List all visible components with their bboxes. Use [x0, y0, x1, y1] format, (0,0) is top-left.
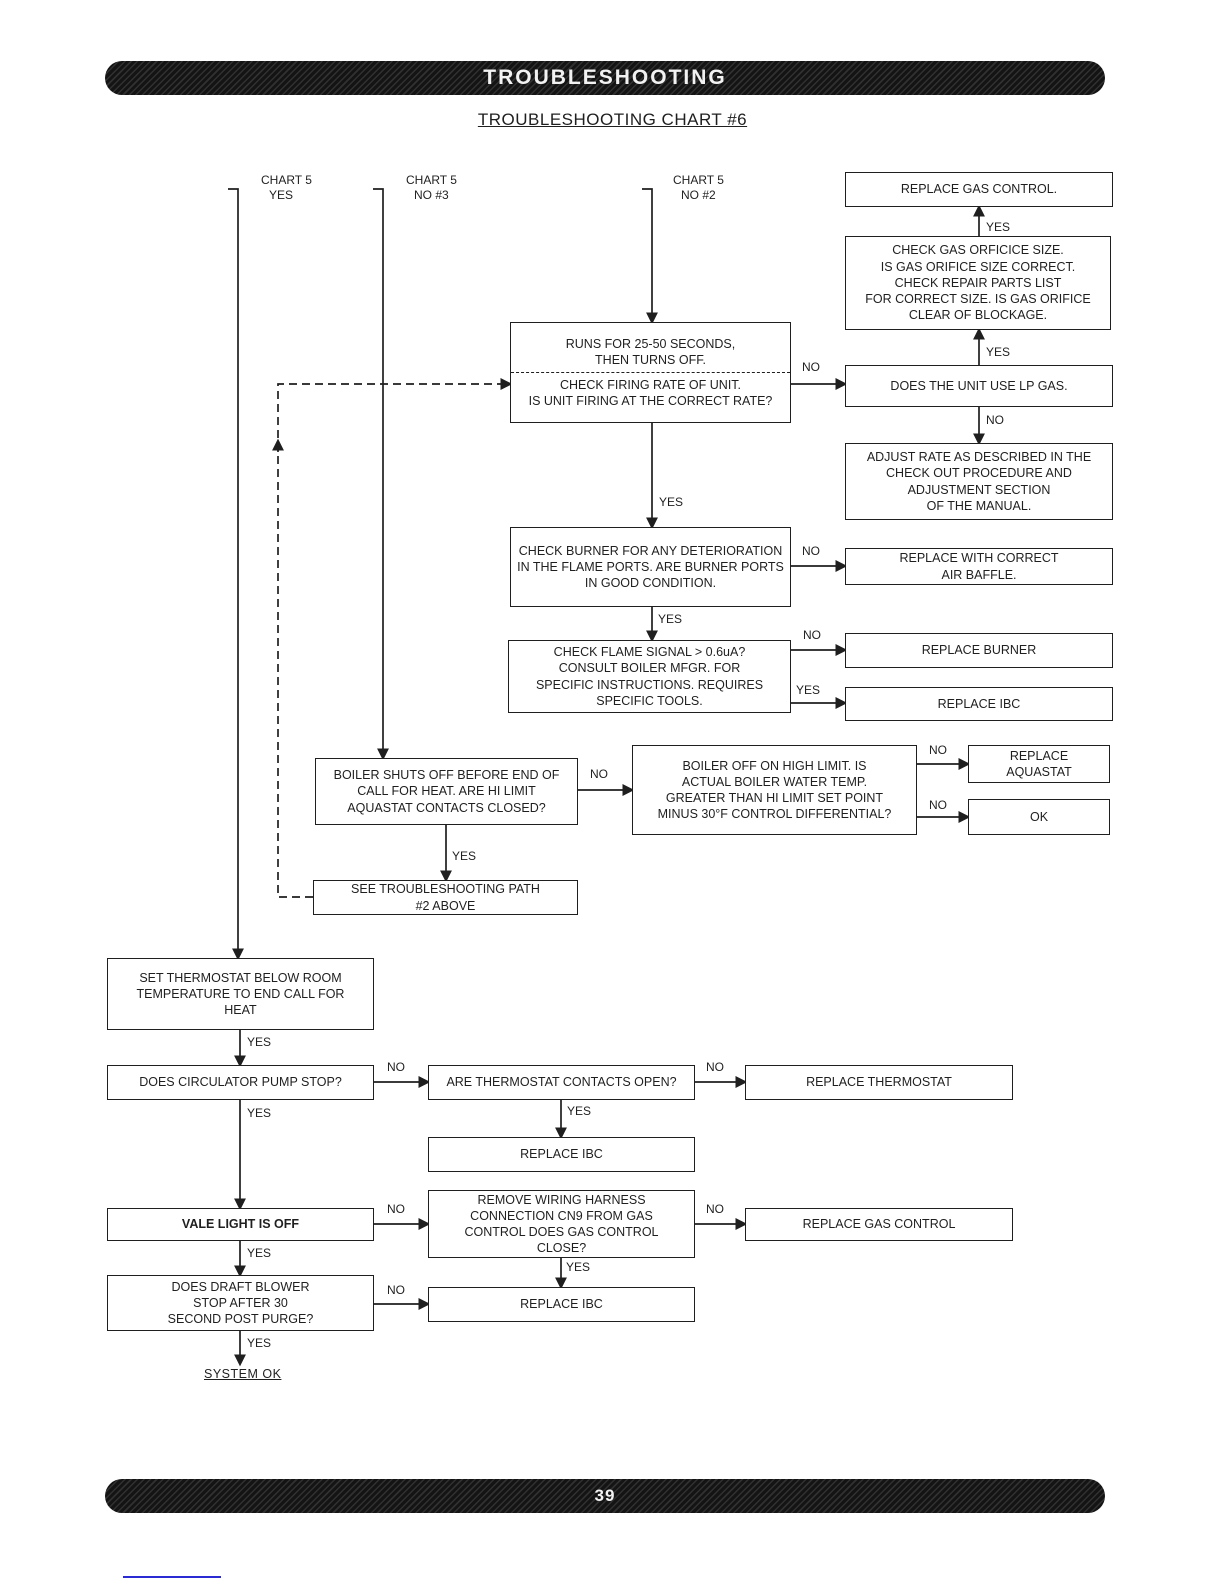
flow-node-text-line: CONTROL DOES GAS CONTROL [464, 1225, 659, 1239]
flow-node-text-line: REPLACE WITH CORRECT [899, 551, 1059, 566]
edge-label-contacts-open-yes: YES [567, 1104, 592, 1118]
flow-edge-entry-no3 [373, 189, 383, 758]
edge-label-vale-light-no: NO [387, 1202, 405, 1216]
edge-label-hi-limit-yes: YES [452, 849, 477, 863]
edge-label-burner-ports-yes: YES [658, 612, 683, 626]
flow-node-text-line: REPLACE IBC [520, 1147, 603, 1162]
flow-node-text-line: CLEAR OF BLOCKAGE. [908, 308, 1048, 323]
edge-label-hi-limit-no: NO [590, 767, 608, 781]
flow-node-text-line: REMOVE WIRING HARNESS [477, 1192, 646, 1207]
flow-node-text-line: REPLACE IBC [520, 1297, 603, 1312]
entry-label-line: NO #2 [681, 188, 716, 202]
chart-title: TROUBLESHOOTING CHART #6 [477, 110, 748, 129]
flow-node-remove-wiring [428, 1190, 695, 1258]
flow-node-high-limit-check [632, 745, 917, 835]
flow-node-text-line: CHECK REPAIR PARTS LIST [894, 275, 1062, 290]
flow-node-hi-limit-aquastat [315, 758, 578, 825]
flow-node-thermostat-contacts [428, 1065, 695, 1100]
entry-label-chart5-no2 [673, 173, 724, 203]
flow-node-replace-ibc-3 [428, 1287, 695, 1322]
system-ok-label: SYSTEM OK [204, 1367, 282, 1381]
edge-label-draft-blower-yes: YES [247, 1336, 272, 1350]
flow-node-text-line: CHECK FLAME SIGNAL > 0.6uA? [553, 645, 746, 659]
flow-node-replace-gas-control [845, 172, 1113, 207]
edge-label-vale-light-yes: YES [247, 1246, 272, 1260]
flow-node-air-baffle [845, 548, 1113, 585]
flow-node-text-line: ARE THERMOSTAT CONTACTS OPEN? [446, 1075, 677, 1090]
flow-node-text-line: ACTUAL BOILER WATER TEMP. [681, 774, 868, 789]
flow-node-text-line: IS UNIT FIRING AT THE CORRECT RATE? [528, 394, 773, 409]
flow-node-text-line: OK [1029, 809, 1049, 824]
flow-node-see-path-2 [313, 880, 578, 915]
flow-node-text-line: CHECK FIRING RATE OF UNIT. [559, 378, 742, 392]
edge-label-high-limit-no-top: NO [929, 743, 947, 757]
flow-node-text-line: HEAT [224, 1003, 257, 1018]
flow-node-replace-burner [845, 633, 1113, 668]
entry-label-line: CHART 5 [261, 173, 312, 187]
edge-label-orifice-yes: YES [986, 220, 1011, 234]
flow-node-replace-ibc-2 [428, 1137, 695, 1172]
flow-node-replace-thermostat [745, 1065, 1013, 1100]
flow-node-text-line: CONSULT BOILER MFGR. FOR [558, 661, 741, 676]
edge-label-lp-gas-no: NO [986, 413, 1004, 427]
flow-node-text-line: DOES CIRCULATOR PUMP STOP? [139, 1075, 342, 1090]
flow-node-circulator-pump [107, 1065, 374, 1100]
node-dashed-divider [511, 372, 790, 373]
flow-node-burner-ports [510, 527, 791, 607]
edge-label-lp-gas-yes: YES [986, 345, 1011, 359]
header-banner-text: TROUBLESHOOTING [483, 66, 727, 89]
flow-node-text-line: REPLACE [1009, 748, 1069, 763]
flow-node-flame-signal [508, 640, 791, 713]
flow-node-text-line: RUNS FOR 25-50 SECONDS, [565, 336, 736, 351]
page-number: 39 [594, 1486, 616, 1505]
flow-node-text-line: AIR BAFFLE. [941, 567, 1017, 582]
edge-label-burner-ports-no: NO [802, 544, 820, 558]
header-banner [105, 61, 1105, 95]
flow-node-text-line: SPECIFIC INSTRUCTIONS. REQUIRES [535, 677, 764, 692]
flow-node-text-line: BOILER SHUTS OFF BEFORE END OF [333, 768, 560, 783]
flow-node-ok [968, 799, 1110, 835]
footer-link-line[interactable] [123, 1576, 221, 1578]
flow-node-text-line: SET THERMOSTAT BELOW ROOM [139, 970, 342, 985]
flow-node-lp-gas [845, 365, 1113, 407]
flow-node-text-line: CHECK OUT PROCEDURE AND [886, 466, 1072, 481]
edge-label-flame-signal-yes: YES [796, 683, 821, 697]
flow-node-text-line: ADJUSTMENT SECTION [907, 482, 1051, 497]
flow-node-text-line: IN GOOD CONDITION. [584, 576, 717, 591]
flow-node-text-line: BOILER OFF ON HIGH LIMIT. IS [682, 758, 867, 773]
flow-node-firing-rate [510, 322, 791, 423]
flow-node-text-line: REPLACE GAS CONTROL [802, 1217, 956, 1232]
flow-node-text-line: REPLACE GAS CONTROL. [900, 182, 1058, 197]
edge-label-flame-signal-no: NO [803, 628, 821, 642]
flow-node-text-line: IS GAS ORIFICE SIZE CORRECT. [880, 259, 1076, 274]
flow-node-text-line: OF THE MANUAL. [926, 498, 1032, 513]
flow-node-text-line: SPECIFIC TOOLS. [596, 693, 703, 708]
flow-node-text-line: DOES DRAFT BLOWER [171, 1279, 310, 1294]
flow-node-adjust-rate [845, 443, 1113, 520]
flow-node-vale-light [107, 1208, 374, 1241]
flow-node-replace-gas-control-2 [745, 1208, 1013, 1241]
flow-edge-entry-yes [228, 189, 238, 958]
flow-node-text-line: DOES THE UNIT USE LP GAS. [890, 378, 1068, 393]
edge-label-set-thermostat-yes: YES [247, 1035, 272, 1049]
edge-label-firing-rate-yes: YES [659, 495, 684, 509]
flow-node-text-line: TEMPERATURE TO END CALL FOR [136, 986, 345, 1001]
flow-node-text-line: VALE LIGHT IS OFF [181, 1217, 300, 1232]
footer-banner [105, 1479, 1105, 1513]
flow-node-text-line: SECOND POST PURGE? [167, 1312, 314, 1327]
entry-label-line: CHART 5 [406, 173, 457, 187]
edge-label-firing-rate-no: NO [802, 360, 820, 374]
flow-node-text-line: FOR CORRECT SIZE. IS GAS ORIFICE [865, 292, 1091, 307]
flow-node-text-line: REPLACE IBC [937, 696, 1021, 711]
entry-label-chart5-yes [261, 173, 312, 203]
entry-label-line: YES [269, 188, 294, 202]
edge-label-pump-stop-no: NO [387, 1060, 405, 1074]
flow-node-text-line: MINUS 30°F CONTROL DIFFERENTIAL? [657, 807, 892, 822]
flow-node-text-line: STOP AFTER 30 [193, 1295, 288, 1310]
flow-node-text-line: AQUASTAT [1006, 765, 1072, 779]
flow-node-text-line: CHECK BURNER FOR ANY DETERIORATION [518, 543, 783, 558]
edge-label-draft-blower-no: NO [387, 1283, 405, 1297]
flow-node-text-line: SEE TROUBLESHOOTING PATH [351, 882, 540, 897]
edge-label-pump-stop-yes: YES [247, 1106, 272, 1120]
flow-node-text-line: #2 ABOVE [415, 898, 476, 913]
flow-node-draft-blower [107, 1275, 374, 1331]
flow-edge-entry-no2 [642, 189, 652, 322]
entry-label-chart5-no3 [406, 173, 457, 203]
flow-node-text-line: IN THE FLAME PORTS. ARE BURNER PORTS [517, 559, 784, 574]
flow-node-text-line: REPLACE BURNER [921, 643, 1037, 658]
entry-label-line: NO #3 [414, 188, 449, 202]
flow-node-replace-aquastat [968, 745, 1110, 783]
flow-node-text-line: CHECK GAS ORFICICE SIZE. [892, 243, 1064, 258]
edge-label-high-limit-no-bottom: NO [929, 798, 947, 812]
flow-node-text-line: CONNECTION CN9 FROM GAS [470, 1208, 653, 1223]
flow-node-text-line: CALL FOR HEAT. ARE HI LIMIT [357, 784, 536, 799]
flow-node-text-line: ADJUST RATE AS DESCRIBED IN THE [866, 450, 1092, 464]
flow-node-text-line: THEN TURNS OFF. [595, 352, 706, 367]
edge-label-contacts-open-no: NO [706, 1060, 724, 1074]
flow-node-replace-ibc-1 [845, 687, 1113, 721]
edge-label-gas-control-close-no: NO [706, 1202, 724, 1216]
flow-node-set-thermostat [107, 958, 374, 1030]
flow-node-check-gas-orifice [845, 236, 1111, 330]
flow-node-text-line: REPLACE THERMOSTAT [806, 1075, 952, 1090]
edge-label-gas-control-close-yes: YES [566, 1260, 591, 1274]
flow-node-text-line: GREATER THAN HI LIMIT SET POINT [665, 791, 884, 805]
entry-label-line: CHART 5 [673, 173, 724, 187]
flow-node-text-line: CLOSE? [536, 1241, 587, 1256]
flow-node-text-line: AQUASTAT CONTACTS CLOSED? [347, 800, 546, 815]
